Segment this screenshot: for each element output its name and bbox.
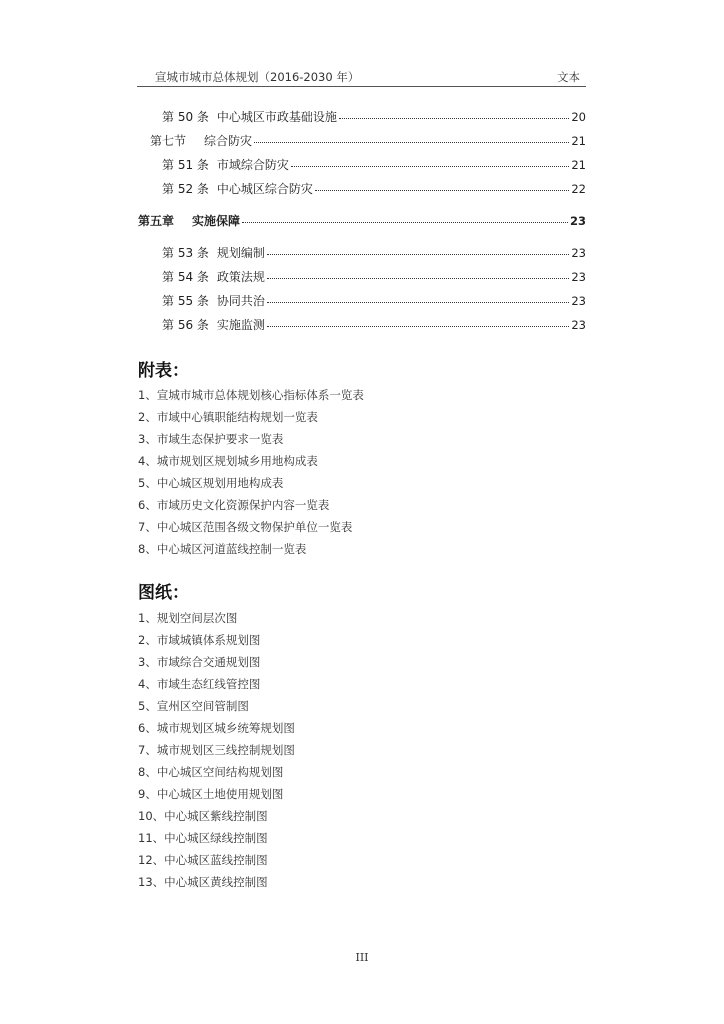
toc-page-number: 23 — [571, 246, 586, 260]
toc-entry-label: 第 52 条 中心城区综合防灾 — [162, 182, 313, 196]
document-type-label: 文本 — [557, 70, 580, 84]
list-item: 13、中心城区黄线控制图 — [138, 875, 268, 889]
toc-page-number: 21 — [571, 158, 586, 172]
list-item: 6、城市规划区城乡统筹规划图 — [138, 721, 295, 735]
list-item: 2、市域中心镇职能结构规划一览表 — [138, 410, 318, 424]
drawings-list — [138, 610, 295, 896]
list-item: 9、中心城区土地使用规划图 — [138, 787, 284, 801]
list-item: 3、市域生态保护要求一览表 — [138, 432, 284, 446]
list-item: 4、城市规划区规划城乡用地构成表 — [138, 454, 318, 468]
toc-leader-dots — [267, 316, 569, 327]
list-item: 8、中心城区空间结构规划图 — [138, 765, 284, 779]
list-item: 7、城市规划区三线控制规划图 — [138, 743, 295, 757]
appendix-list — [138, 387, 364, 563]
toc-chapter-entry[interactable] — [138, 212, 586, 228]
toc-section-entry[interactable] — [150, 132, 586, 148]
toc-entry-label: 第 53 条 规划编制 — [162, 246, 265, 260]
toc-leader-dots — [339, 108, 569, 119]
toc-page-number: 23 — [569, 214, 586, 228]
list-item: 1、规划空间层次图 — [138, 611, 238, 625]
list-item: 1、宣城市城市总体规划核心指标体系一览表 — [138, 388, 364, 402]
toc-leader-dots — [242, 212, 568, 223]
toc-entry-label: 第 56 条 实施监测 — [162, 318, 265, 332]
list-item: 5、宣州区空间管制图 — [138, 699, 249, 713]
appendix-heading: 附表： — [138, 361, 189, 381]
toc-leader-dots — [254, 132, 569, 143]
toc-page-number: 23 — [571, 294, 586, 308]
toc-entry-label: 第 50 条 中心城区市政基础设施 — [162, 110, 337, 124]
list-item: 10、中心城区紫线控制图 — [138, 809, 268, 823]
list-item: 4、市域生态红线管控图 — [138, 677, 261, 691]
toc-entry-label: 第 51 条 市域综合防灾 — [162, 158, 289, 172]
toc-page-number: 22 — [571, 182, 586, 196]
toc-page-number: 20 — [571, 110, 586, 124]
toc-entry[interactable] — [162, 108, 586, 124]
list-item: 2、市域城镇体系规划图 — [138, 633, 261, 647]
toc-entry[interactable] — [162, 244, 586, 260]
list-item: 3、市域综合交通规划图 — [138, 655, 261, 669]
toc-page-number: 23 — [571, 318, 586, 332]
toc-leader-dots — [267, 268, 569, 279]
toc-page-number: 21 — [571, 134, 586, 148]
toc-entry-label: 第 55 条 协同共治 — [162, 294, 265, 308]
toc-entry[interactable] — [162, 180, 586, 196]
toc-entry-label: 第七节 综合防灾 — [150, 134, 253, 148]
list-item: 5、中心城区规划用地构成表 — [138, 476, 284, 490]
list-item: 12、中心城区蓝线控制图 — [138, 853, 268, 867]
toc-leader-dots — [267, 244, 569, 255]
toc-leader-dots — [291, 156, 569, 167]
toc-leader-dots — [315, 180, 569, 191]
list-item: 7、中心城区范围各级文物保护单位一览表 — [138, 520, 353, 534]
toc-entry[interactable] — [162, 292, 586, 308]
list-item: 11、中心城区绿线控制图 — [138, 831, 268, 845]
drawings-heading: 图纸： — [138, 583, 189, 603]
toc-entry[interactable] — [162, 268, 586, 284]
toc-entry[interactable] — [162, 316, 586, 332]
list-item: 6、市域历史文化资源保护内容一览表 — [138, 498, 330, 512]
toc-page-number: 23 — [571, 270, 586, 284]
toc-entry[interactable] — [162, 156, 586, 172]
toc-leader-dots — [267, 292, 569, 303]
page-number: III — [355, 951, 369, 964]
document-title: 宣城市城市总体规划（2016-2030 年） — [155, 70, 360, 84]
page-header — [137, 66, 586, 87]
toc-entry-label: 第五章 实施保障 — [138, 214, 241, 228]
toc-entry-label: 第 54 条 政策法规 — [162, 270, 265, 284]
list-item: 8、中心城区河道蓝线控制一览表 — [138, 542, 307, 556]
